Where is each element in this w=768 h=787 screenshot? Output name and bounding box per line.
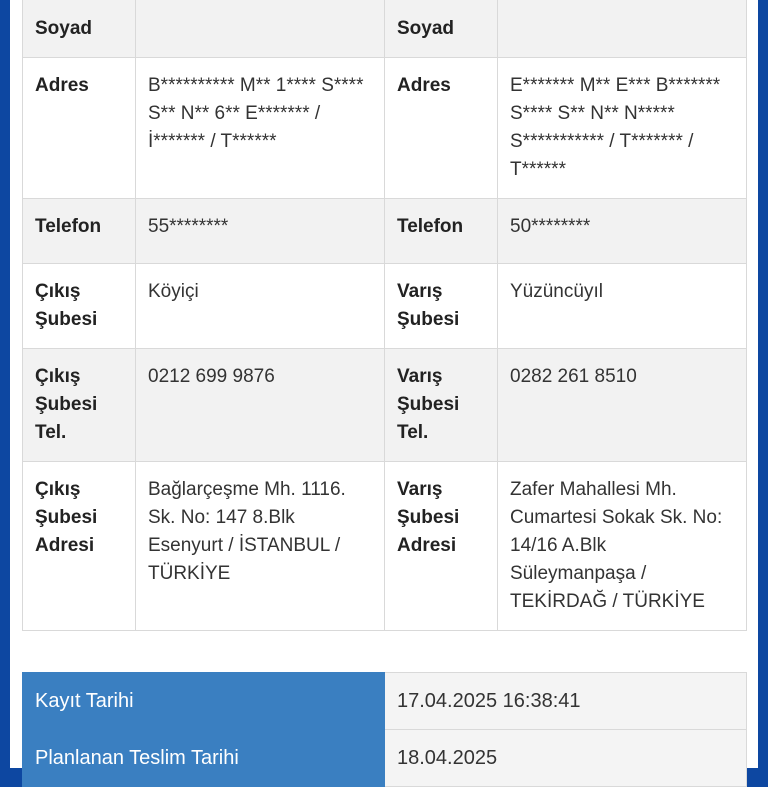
sender-branch-tel-label: Çıkış Şubesi Tel. (23, 349, 136, 462)
receiver-branch-tel-value: 0282 261 8510 (498, 349, 747, 462)
receiver-branch-address-label: Varış Şubesi Adresi (385, 462, 498, 631)
sender-address-label: Adres (23, 58, 136, 199)
receiver-branch-label: Varış Şubesi (385, 264, 498, 349)
receiver-name-value (498, 0, 747, 58)
registration-date-label: Kayıt Tarihi (23, 673, 385, 730)
table-row-name (23, 0, 747, 58)
sender-address-value: B********** M** 1**** S**** S** N** 6** E******* / İ******* / T****** (136, 58, 385, 199)
table-row-address (23, 58, 747, 199)
sender-name-label: Soyad (23, 0, 136, 58)
receiver-address-value: E******* M** E*** B******* S**** S** N** N***** S*********** / T******* / T****** (498, 58, 747, 199)
sender-branch-tel-value: 0212 699 9876 (136, 349, 385, 462)
table-row-branch-address (23, 462, 747, 631)
receiver-phone-label: Telefon (385, 199, 498, 264)
sender-phone-label: Telefon (23, 199, 136, 264)
registration-date-value: 17.04.2025 16:38:41 (385, 673, 747, 730)
sender-branch-address-label: Çıkış Şubesi Adresi (23, 462, 136, 631)
table-row-branch (23, 264, 747, 349)
table-row-registration-date (23, 673, 747, 730)
receiver-phone-value: 50******** (498, 199, 747, 264)
planned-delivery-value: 18.04.2025 (385, 730, 747, 787)
sender-receiver-table (22, 0, 747, 631)
table-row-planned-delivery (23, 730, 747, 787)
sender-name-value (136, 0, 385, 58)
planned-delivery-label: Planlanan Teslim Tarihi (23, 730, 385, 787)
receiver-name-label: Soyad (385, 0, 498, 58)
receiver-branch-tel-label: Varış Şubesi Tel. (385, 349, 498, 462)
sender-branch-address-value: Bağlarçeşme Mh. 1116. Sk. No: 147 8.Blk Esenyurt / İSTANBUL / TÜRKİYE (136, 462, 385, 631)
table-row-branch-tel (23, 349, 747, 462)
sender-branch-label: Çıkış Şubesi (23, 264, 136, 349)
receiver-address-label: Adres (385, 58, 498, 199)
receiver-branch-address-value: Zafer Mahallesi Mh. Cumartesi Sokak Sk. No: 14/16 A.Blk Süleymanpaşa / TEKİRDAĞ / TÜRKİYE (498, 462, 747, 631)
shipment-details-panel (10, 0, 758, 768)
receiver-branch-value: Yüzüncüyıl (498, 264, 747, 349)
sender-phone-value: 55******** (136, 199, 385, 264)
table-row-phone (23, 199, 747, 264)
sender-branch-value: Köyiçi (136, 264, 385, 349)
dates-table (22, 672, 747, 787)
